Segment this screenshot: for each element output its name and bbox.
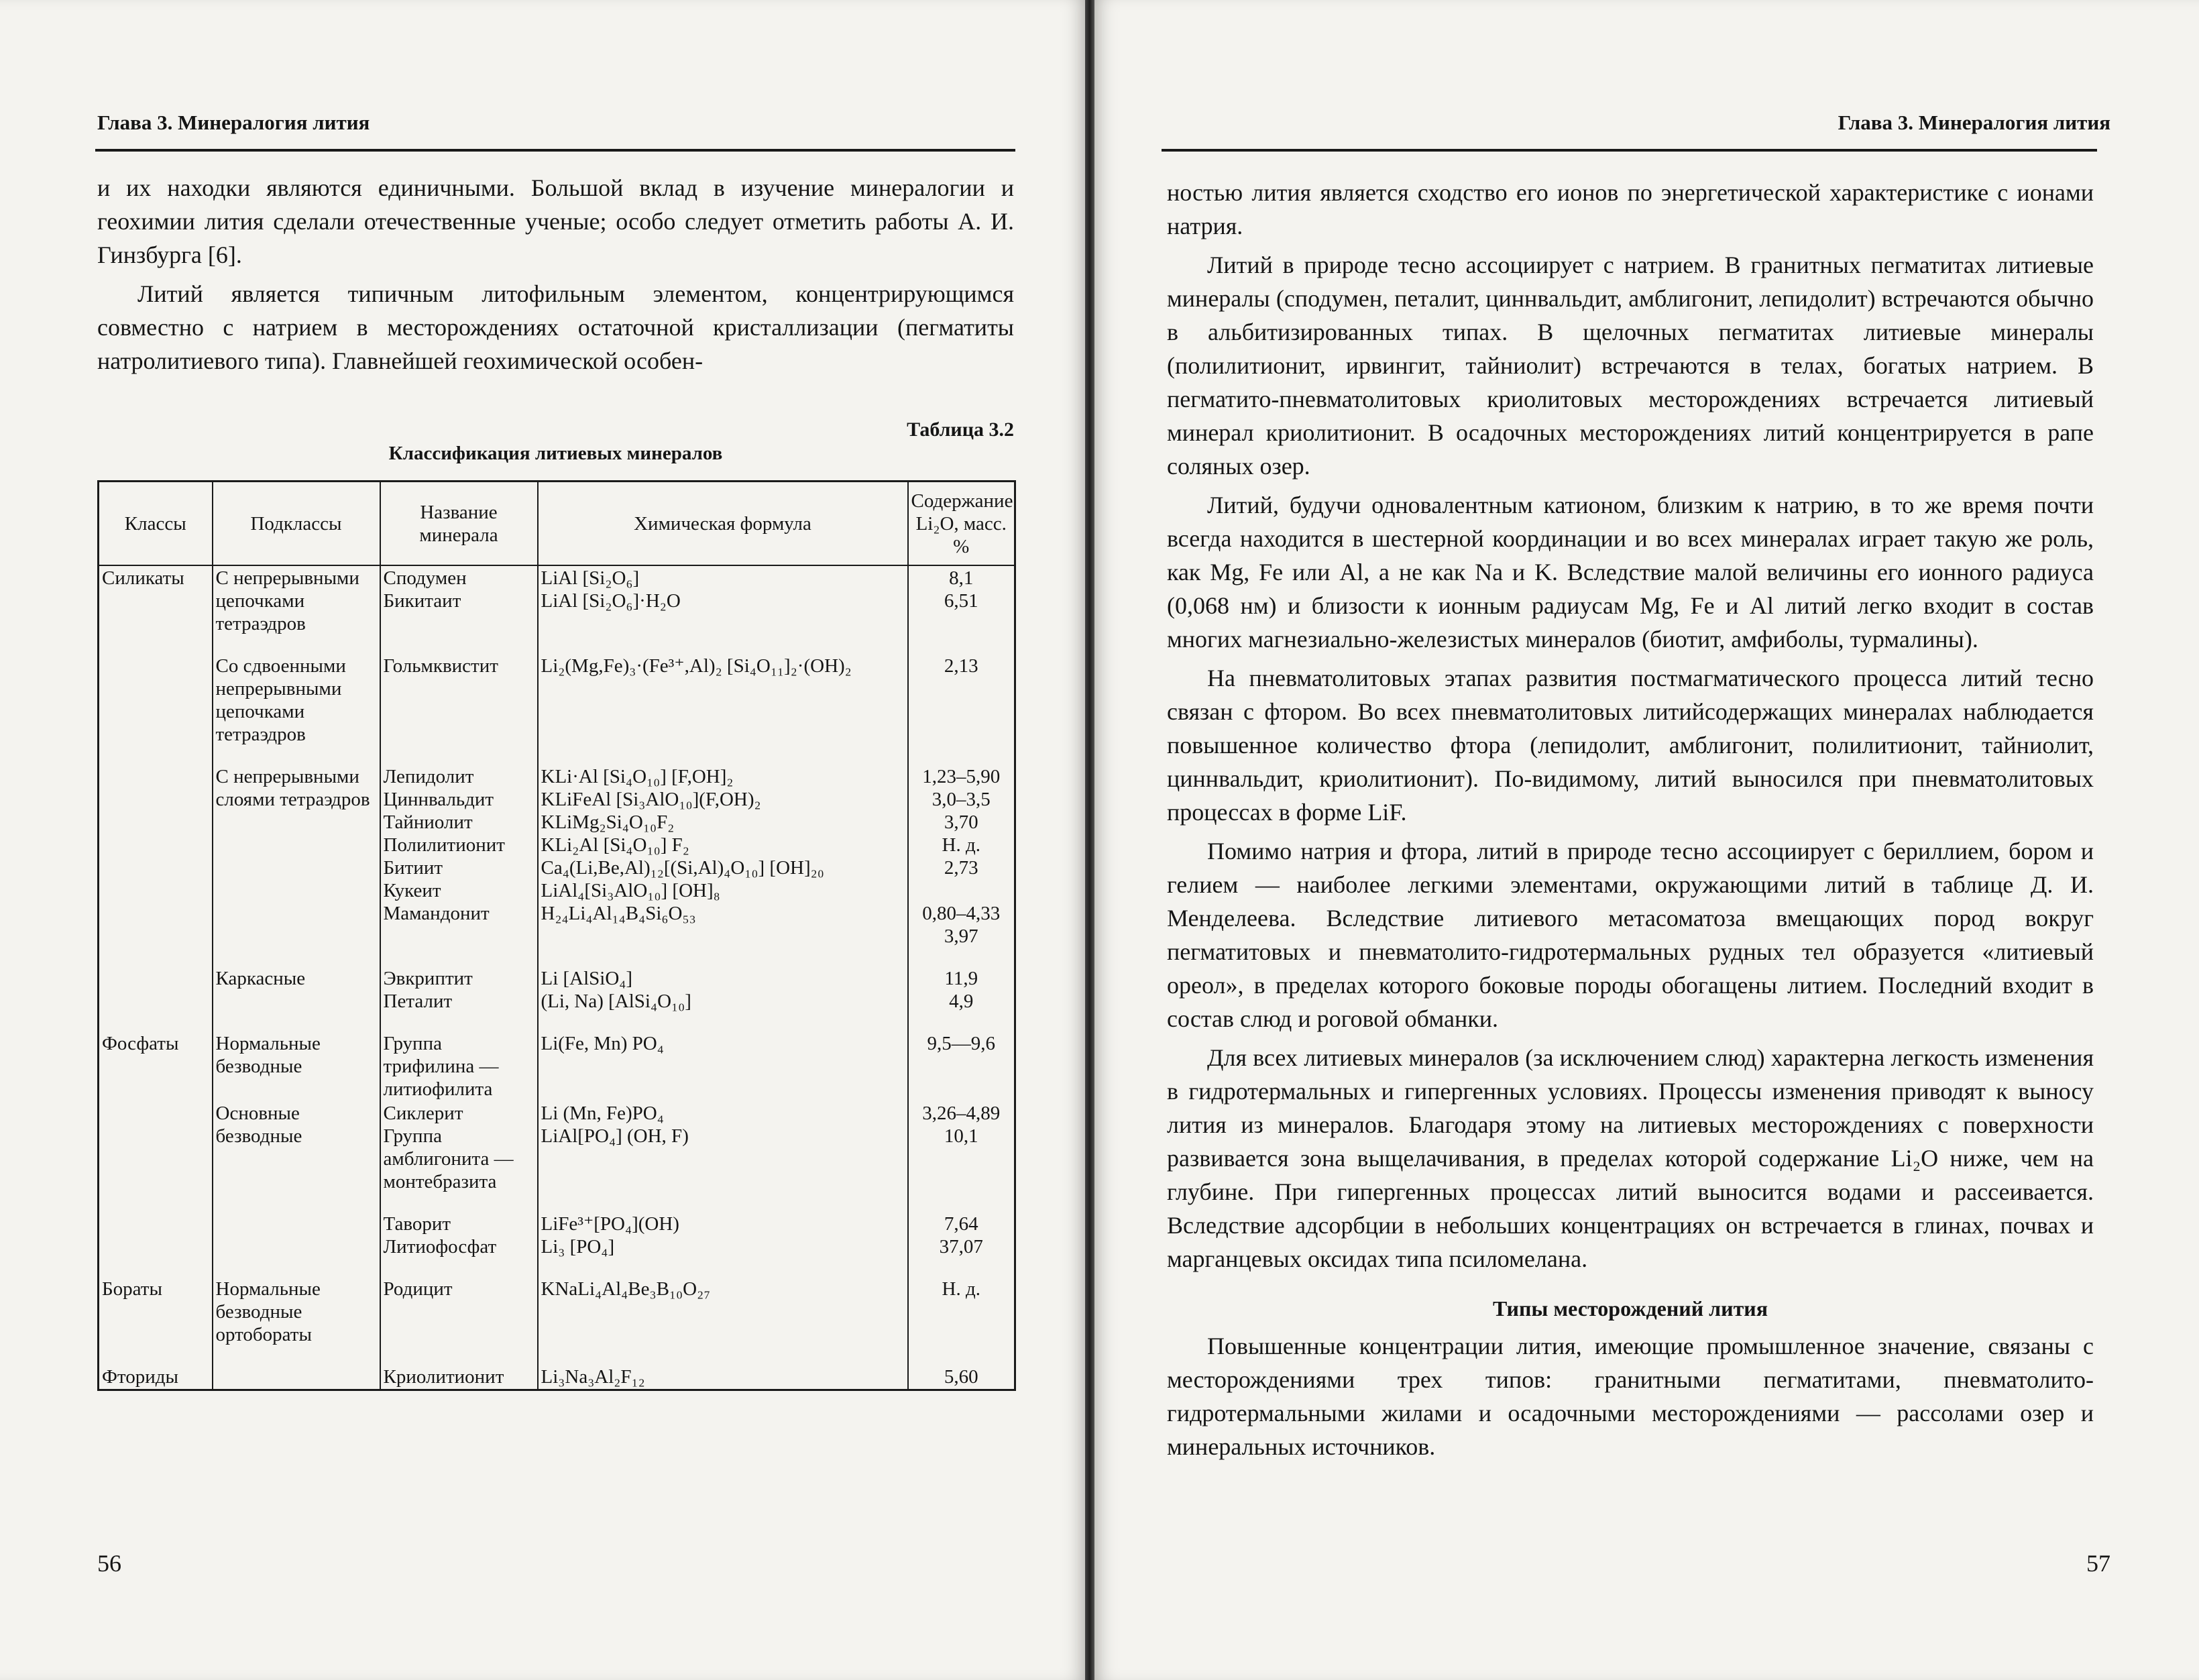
paragraph: Повышенные концентрации лития, имеющие промышленное значение, связаны с месторождениями трех типов: гранитными пегматитами, пневматолито-гидротермальными жилами и осадочными месторождениями — рассолами озер и минеральных источников. [1167,1333,2094,1460]
cell-class: Фториды [99,1347,213,1390]
paragraph: На пневматолитовых этапах развития постмагматического процесса литий тесно связан с фтором. Во всех пневматолитовых литийсодержащих минералах наблюдается повышенное количество фтора (лепидолит, амблигонит, полилитионит, тайниолит, циннвальдит, криолитионит). По-видимому, литий выносился при пневматолитовых процессах в форме LiF. [1167,665,2094,826]
book-gutter [1085,0,1094,1680]
cell-formula: Li₃Na₃Al₂F₁₂ [538,1347,908,1390]
cell-formula: Li(Fe, Mn) PO₄ [538,1013,908,1101]
cell-subclass: Нормальные безводные ортобораты [213,1259,380,1347]
paragraph: Для всех литиевых минералов (за исключением слюд) характерна легкость изменения в гидротермальных и гипергенных условиях. Процессы изменения приводят к выносу лития из минералов. Благодаря этому на литиевых месторождениях с поверхности развивается зона выщелачивания, в пределах которой содержание Li₂O ниже, чем на глубине. При гипергенных процессах литий выносится водами и рассеивается. Вследствие адсорбции в небольших концентрациях он встречается в глинах, почвах и марганцевых оксидах типа псиломелана. [1167,1044,2094,1272]
cell-class [99,746,213,948]
cell-content: 1,23–5,90 3,0–3,5 3,70 Н. д. 2,73 0,80–4,33 3,97 [908,746,1015,948]
cell-subclass [213,1194,380,1259]
paragraph: Литий в природе тесно ассоциирует с натрием. В гранитных пегматитах литиевые минералы (сподумен, петалит, циннвальдит, амблигонит, лепидолит) встречаются обычно в альбитизированных типах. В щелочных пегматитах литиевые минералы (полилитионит, ирвингит, тайниолит) встречаются в телах, богатых натрием. В пегматито-пневматолитовых криолитовых месторождениях встречается литиевый минерал криолитионит. В осадочных месторождениях литий концентрируется в рапе соляных озер. [1167,251,2094,480]
body-text [97,171,1014,383]
cell-class: Фосфаты [99,1013,213,1101]
cell-subclass: С непрерывными слоями тетраэдров [213,746,380,948]
cell-class [99,948,213,1013]
running-head: Глава 3. Минералогия лития [97,111,370,134]
header-classes: Классы [99,482,213,566]
cell-class [99,636,213,746]
cell-subclass: С непрерывными цепочками тетраэдров [213,565,380,636]
mineral-classification-table [97,480,1016,1391]
cell-content: 3,26–4,89 10,1 [908,1101,1015,1194]
cell-content: 9,5—9,6 [908,1013,1015,1101]
header-content: Содержание Li₂O, масс. % [908,482,1015,566]
table-caption: Классификация литиевых минералов [388,443,723,464]
cell-subclass: Нормальные безводные [213,1013,380,1101]
cell-subclass: Каркасные [213,948,380,1013]
cell-content: 8,1 6,51 [908,565,1015,636]
paragraph: Литий является типичным литофильным элементом, концентрирующимся совместно с натрием в месторождениях остаточной кристаллизации (пегматиты натролитиевого типа). Главнейшей геохимической особен- [97,280,1014,374]
cell-mineral: Сиклерит Группа амблигонита — монтебразита [380,1101,538,1194]
table-row [99,746,1015,948]
cell-mineral: Гольмквистит [380,636,538,746]
table-row [99,948,1015,1013]
header-formula: Химическая формула [538,482,908,566]
cell-formula: Li [AlSiO₄] (Li, Na) [AlSi₄O₁₀] [538,948,908,1013]
cell-formula: Li₂(Mg,Fe)₃·(Fe³⁺,Al)₂ [Si₄O₁₁]₂·(OH)₂ [538,636,908,746]
page-number: 56 [97,1550,121,1577]
cell-content: 5,60 [908,1347,1015,1390]
section-heading: Типы месторождений лития [1492,1296,1768,1321]
header-subclasses: Подклассы [213,482,380,566]
paragraph: Литий, будучи одновалентным катионом, близким к натрию, в то же время почти всегда находится в шестерной координации и во всех минералах играет такую же роль, как Mg, Fe или Al, а не как Na и K. Вследствие малой величины его ионного радиуса (0,068 нм) и близости к ионным радиусам Mg, Fe и Al литий легко входит в состав многих магнезиально-железистых минералов (биотит, амфиболы, турмалины). [1167,492,2094,653]
cell-subclass: Со сдвоенными непрерывными цепочками тетраэдров [213,636,380,746]
header-rule [1162,149,2097,152]
cell-mineral: Лепидолит Циннвальдит Тайниолит Полилитионит Битиит Кукеит Мамандонит [380,746,538,948]
table-row [99,636,1015,746]
table-row [99,1259,1015,1347]
cell-mineral: Сподумен Бикитаит [380,565,538,636]
cell-mineral: Эвкриптит Петалит [380,948,538,1013]
table-row [99,1101,1015,1194]
cell-mineral: Криолитионит [380,1347,538,1390]
cell-formula: KLi·Al [Si₄O₁₀] [F,OH]₂ KLiFeAl [Si₃AlO₁₀](F,OH)₂ KLiMg₂Si₄O₁₀F₂ KLi₂Al [Si₄O₁₀] F₂ Ca₄(Li,Be,Al)₁₂[(Si,Al)₄O₁₀] [OH]₂₀ LiAl₄[Si₃AlO₁₀] [OH]₈ H₂₄Li₄Al₁₄B₄Si₆O₅₃ [538,746,908,948]
cell-class: Силикаты [99,565,213,636]
cell-mineral: Таворит Литиофосфат [380,1194,538,1259]
paragraph: и их находки являются единичными. Большой вклад в изучение минералогии и геохимии лития сделали отечественные ученые; особо следует отметить работы А. И. Гинзбурга [6]. [97,174,1014,268]
table-label: Таблица 3.2 [907,418,1014,441]
right-page [1094,0,2199,1680]
cell-formula: Li (Mn, Fe)PO₄ LiAl[PO₄] (OH, F) [538,1101,908,1194]
table-row [99,1194,1015,1259]
cell-content: Н. д. [908,1259,1015,1347]
cell-subclass: Основные безводные [213,1101,380,1194]
cell-class: Бораты [99,1259,213,1347]
cell-class [99,1101,213,1194]
table-row [99,1013,1015,1101]
cell-formula: LiAl [Si₂O₆] LiAl [Si₂O₆]·H₂O [538,565,908,636]
cell-content: 11,9 4,9 [908,948,1015,1013]
cell-mineral: Группа трифилина — литиофилита [380,1013,538,1101]
cell-mineral: Родицит [380,1259,538,1347]
cell-formula: LiFe³⁺[PO₄](OH) Li₃ [PO₄] [538,1194,908,1259]
table-row [99,565,1015,636]
table-row [99,1347,1015,1390]
paragraph: Помимо натрия и фтора, литий в природе тесно ассоциирует с бериллием, бором и гелием — наиболее легкими элементами, окружающими литий в таблице Д. И. Менделеева. Вследствие литиевого метасоматоза вмещающих пород вокруг пегматитовых и пневматолито-гидротермальных рудных тел образуется «литиевый ореол», в пределах которого боковые породы обогащены литием. Последний входит в состав слюд и роговой обманки. [1167,838,2094,1032]
header-mineral: Название минерала [380,482,538,566]
cell-content: 2,13 [908,636,1015,746]
cell-class [99,1194,213,1259]
running-head: Глава 3. Минералогия лития [1838,111,2110,134]
paragraph: ностью лития является сходство его ионов по энергетической характеристике с ионами натрия. [1167,179,2094,239]
header-rule [95,149,1015,152]
table-header-row [99,482,1015,566]
left-page [0,0,1085,1680]
body-text [1167,176,2094,1469]
cell-content: 7,64 37,07 [908,1194,1015,1259]
cell-formula: KNaLi₄Al₄Be₃B₁₀O₂₇ [538,1259,908,1347]
cell-subclass [213,1347,380,1390]
page-number: 57 [2086,1550,2110,1577]
